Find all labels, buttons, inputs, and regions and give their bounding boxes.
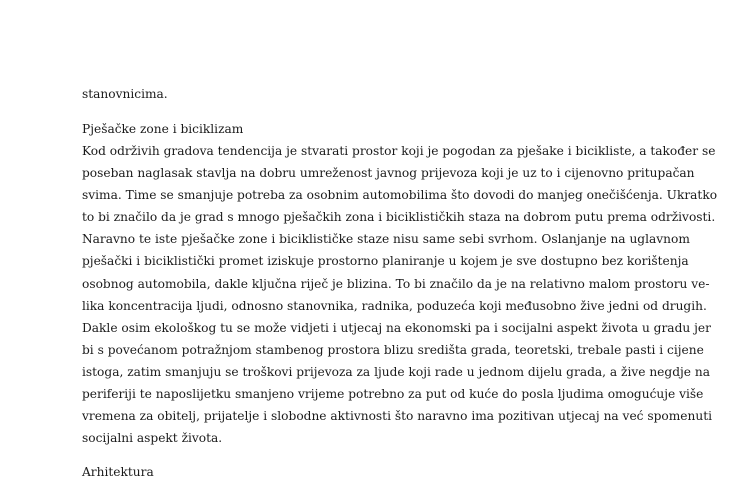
paragraph-line: svima. Time se smanjuje potreba za osobnim automobilima što dovodi do manjeg onečišćenja. Ukratko — [82, 188, 718, 203]
paragraph-line: bi s povećanom potražnjom stambenog prostora blizu središta grada, teoretski, trebale pasti i cijene — [82, 342, 704, 357]
paragraph-line: vremena za obitelj, prijatelje i slobodne aktivnosti što naravno ima pozitivan utjecaj na već spomenuti — [82, 409, 713, 424]
paragraph-fragment: stanovnicima. — [82, 87, 168, 101]
paragraph-line: osobnog automobila, dakle ključna riječ je blizina. To bi značilo da je na relativno malom prostoru ve- — [82, 276, 710, 291]
section-heading-arhitektura: Arhitektura — [82, 465, 154, 479]
section-heading-pjesacke-zone: Pješačke zone i biciklizam — [82, 122, 244, 136]
paragraph-line: lika koncentracija ljudi, odnosno stanovnika, radnika, poduzeća koji međusobno žive jedni od drugih. — [82, 298, 707, 313]
paragraph-line: istoga, zatim smanjuju se troškovi prijevoza za ljude koji rade u jednom dijelu grada, a žive negdje na — [82, 364, 710, 379]
paragraph-line: socijalni aspekt života. — [82, 431, 223, 446]
paragraph-line: pješački i biciklistički promet iziskuje prostorno planiranje u kojem je sve dostupno bez korištenja — [82, 254, 689, 269]
paragraph-line: Naravno te iste pješačke zone i biciklističke staze nisu same sebi svrhom. Oslanjanje na uglavnom — [82, 232, 690, 247]
section-paragraph — [82, 140, 718, 449]
paragraph-line: Dakle osim ekološkog tu se može vidjeti i utjecaj na ekonomski pa i socijalni aspekt života u gradu jer — [82, 320, 711, 335]
paragraph-line: to bi značilo da je grad s mnogo pješačkih zona i biciklističkih staza na dobrom putu prema održivosti. — [82, 210, 716, 225]
paragraph-line: poseban naglasak stavlja na dobru umreženost javnog prijevoza koji je uz to i cijenovno pritupačan — [82, 166, 695, 181]
paragraph-line: periferiji te naposlijetku smanjeno vrijeme potrebno za put od kuće do posla ljudima omogućuje više — [82, 387, 704, 402]
paragraph-line: Kod održivih gradova tendencija je stvarati prostor koji je pogodan za pješake i bicikliste, a također se — [82, 144, 716, 158]
